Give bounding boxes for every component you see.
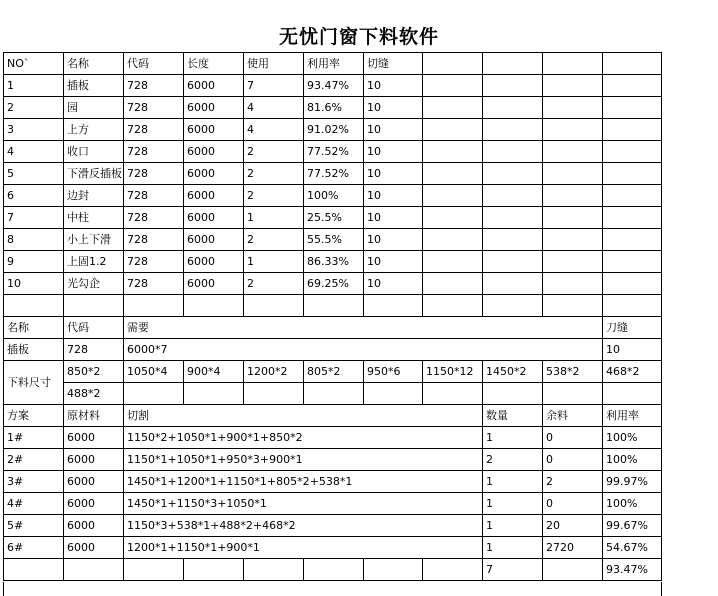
empty-cell xyxy=(423,141,483,163)
profile-cell: 2 xyxy=(244,273,304,295)
empty-cell xyxy=(543,251,603,273)
plan-id: 4# xyxy=(4,493,64,515)
empty-cell xyxy=(603,97,662,119)
empty-cell xyxy=(543,163,603,185)
profile-cell: 9 xyxy=(4,251,64,273)
profile-cell: 25.5% xyxy=(304,207,364,229)
plan-header-row xyxy=(4,405,662,427)
empty-cell xyxy=(483,97,543,119)
plan-qty: 1 xyxy=(483,537,543,559)
profile-cell: 下滑反插板 xyxy=(64,163,124,185)
rate-header: 利用率 xyxy=(603,405,662,427)
header-cell: 长度 xyxy=(184,53,244,75)
profile-cell: 10 xyxy=(364,75,423,97)
material-code: 728 xyxy=(64,339,124,361)
cut-size: 1150*12 xyxy=(423,361,483,383)
empty-cell xyxy=(483,75,543,97)
plan-cut: 1150*2+1050*1+900*1+850*2 xyxy=(124,427,483,449)
empty-cell xyxy=(543,97,603,119)
empty-cell xyxy=(423,229,483,251)
profile-cell: 8 xyxy=(4,229,64,251)
plan-stock: 6000 xyxy=(64,537,124,559)
empty-cell xyxy=(543,75,603,97)
profile-cell: 6000 xyxy=(184,119,244,141)
plan-id: 6# xyxy=(4,537,64,559)
plan-header: 方案 xyxy=(4,405,64,427)
empty-cell xyxy=(423,75,483,97)
profile-cell: 2 xyxy=(244,163,304,185)
profile-cell: 6000 xyxy=(184,229,244,251)
empty-cell xyxy=(423,119,483,141)
material-need-header: 需要 xyxy=(124,317,603,339)
plan-row xyxy=(4,427,662,449)
material-name-header: 名称 xyxy=(4,317,64,339)
plan-rate: 100% xyxy=(603,427,662,449)
header-cell: NO` xyxy=(4,53,64,75)
cut-sizes-label: 下料尺寸 xyxy=(4,361,64,405)
profile-cell: 728 xyxy=(124,273,184,295)
plan-cut: 1150*1+1050*1+950*3+900*1 xyxy=(124,449,483,471)
empty-cell xyxy=(543,207,603,229)
empty-cell xyxy=(423,185,483,207)
empty-cell xyxy=(483,53,543,75)
plan-qty: 1 xyxy=(483,471,543,493)
empty-cell xyxy=(603,141,662,163)
plan-rate: 100% xyxy=(603,449,662,471)
profile-cell: 10 xyxy=(364,251,423,273)
plan-stock: 6000 xyxy=(64,449,124,471)
empty-cell xyxy=(603,185,662,207)
material-header-row xyxy=(4,317,662,339)
profile-cell: 收口 xyxy=(64,141,124,163)
waste-header: 余料 xyxy=(543,405,603,427)
cut-size: 468*2 xyxy=(603,361,662,383)
material-kerf: 10 xyxy=(603,339,662,361)
stock-header: 原材料 xyxy=(64,405,124,427)
profile-row xyxy=(4,75,662,97)
material-kerf-header: 刀缝 xyxy=(603,317,662,339)
profile-cell: 728 xyxy=(124,229,184,251)
profile-cell: 77.52% xyxy=(304,141,364,163)
profile-cell: 6000 xyxy=(184,251,244,273)
profile-cell: 7 xyxy=(244,75,304,97)
plan-qty: 2 xyxy=(483,449,543,471)
profile-cell: 10 xyxy=(364,163,423,185)
profile-cell: 2 xyxy=(244,229,304,251)
profile-cell: 6000 xyxy=(184,141,244,163)
profile-cell: 6000 xyxy=(184,273,244,295)
cut-size: 1200*2 xyxy=(244,361,304,383)
profile-cell: 93.47% xyxy=(304,75,364,97)
profile-cell: 10 xyxy=(364,207,423,229)
plan-rate: 99.67% xyxy=(603,515,662,537)
cut-size: 1050*4 xyxy=(124,361,184,383)
profile-row xyxy=(4,185,662,207)
profile-cell: 上方 xyxy=(64,119,124,141)
plan-qty: 1 xyxy=(483,427,543,449)
profile-cell: 728 xyxy=(124,185,184,207)
cut-size: 1450*2 xyxy=(483,361,543,383)
empty-cell xyxy=(543,119,603,141)
profile-cell: 4 xyxy=(244,97,304,119)
profile-rows xyxy=(4,75,662,295)
cut-sizes-row xyxy=(4,361,662,383)
plan-row xyxy=(4,537,662,559)
profile-cell: 10 xyxy=(364,273,423,295)
empty-cell xyxy=(483,229,543,251)
profile-cell: 728 xyxy=(124,163,184,185)
profile-cell: 728 xyxy=(124,141,184,163)
profile-cell: 10 xyxy=(4,273,64,295)
empty-cell xyxy=(423,207,483,229)
profile-cell: 中柱 xyxy=(64,207,124,229)
plan-waste: 2 xyxy=(543,471,603,493)
plan-waste: 0 xyxy=(543,427,603,449)
profile-cell: 6000 xyxy=(184,163,244,185)
plan-rate: 100% xyxy=(603,493,662,515)
plan-cut: 1450*1+1200*1+1150*1+805*2+538*1 xyxy=(124,471,483,493)
plan-rate: 54.67% xyxy=(603,537,662,559)
profile-cell: 6000 xyxy=(184,75,244,97)
profile-cell: 10 xyxy=(364,141,423,163)
empty-cell xyxy=(543,273,603,295)
empty-cell xyxy=(603,119,662,141)
profile-cell: 10 xyxy=(364,119,423,141)
profile-cell: 10 xyxy=(364,185,423,207)
material-name: 插板 xyxy=(4,339,64,361)
profile-cell: 1 xyxy=(4,75,64,97)
empty-cell xyxy=(423,163,483,185)
empty-cell xyxy=(603,229,662,251)
profile-cell: 5 xyxy=(4,163,64,185)
profile-cell: 81.6% xyxy=(304,97,364,119)
profile-cell: 728 xyxy=(124,119,184,141)
cut-size: 805*2 xyxy=(304,361,364,383)
profile-cell: 2 xyxy=(4,97,64,119)
profile-cell: 2 xyxy=(244,141,304,163)
profile-cell: 2 xyxy=(244,185,304,207)
empty-cell xyxy=(603,53,662,75)
empty-cell xyxy=(543,229,603,251)
header-cell: 利用率 xyxy=(304,53,364,75)
empty-cell xyxy=(603,251,662,273)
profile-cell: 3 xyxy=(4,119,64,141)
empty-cell xyxy=(423,53,483,75)
empty-cell xyxy=(483,119,543,141)
cut-sizes-row-2 xyxy=(4,383,662,405)
plan-cut: 1150*3+538*1+488*2+468*2 xyxy=(124,515,483,537)
profile-cell: 728 xyxy=(124,75,184,97)
plan-qty: 1 xyxy=(483,493,543,515)
empty-cell xyxy=(543,53,603,75)
plan-id: 3# xyxy=(4,471,64,493)
profile-cell: 728 xyxy=(124,97,184,119)
profile-cell: 6000 xyxy=(184,185,244,207)
cutting-sheet-table xyxy=(3,52,662,581)
empty-cell xyxy=(423,273,483,295)
plan-waste: 2720 xyxy=(543,537,603,559)
profile-cell: 6000 xyxy=(184,97,244,119)
profile-cell: 1 xyxy=(244,251,304,273)
empty-cell xyxy=(543,141,603,163)
plan-stock: 6000 xyxy=(64,471,124,493)
profile-cell: 插板 xyxy=(64,75,124,97)
spacer-row xyxy=(4,295,662,317)
plan-qty: 1 xyxy=(483,515,543,537)
plan-rate: 99.97% xyxy=(603,471,662,493)
header-cell: 使用 xyxy=(244,53,304,75)
plan-row xyxy=(4,449,662,471)
empty-cell xyxy=(483,163,543,185)
profile-cell: 6000 xyxy=(184,207,244,229)
plan-stock: 6000 xyxy=(64,427,124,449)
plan-row xyxy=(4,493,662,515)
profile-row xyxy=(4,141,662,163)
sheet-title: 无忧门窗下料软件 xyxy=(278,26,439,48)
header-cell: 切缝 xyxy=(364,53,423,75)
header-cell: 代码 xyxy=(124,53,184,75)
profile-row xyxy=(4,229,662,251)
material-code-header: 代码 xyxy=(64,317,124,339)
plan-waste: 0 xyxy=(543,493,603,515)
plan-cut: 1200*1+1150*1+900*1 xyxy=(124,537,483,559)
plan-stock: 6000 xyxy=(64,515,124,537)
profile-cell: 4 xyxy=(4,141,64,163)
profile-cell: 77.52% xyxy=(304,163,364,185)
next-row-partial xyxy=(3,582,662,596)
total-qty: 7 xyxy=(483,559,543,581)
profile-row xyxy=(4,207,662,229)
material-need: 6000*7 xyxy=(124,339,603,361)
plan-rows xyxy=(4,427,662,559)
empty-cell xyxy=(603,207,662,229)
cut-size: 488*2 xyxy=(64,383,124,405)
plan-id: 2# xyxy=(4,449,64,471)
header-cell: 名称 xyxy=(64,53,124,75)
profile-cell: 728 xyxy=(124,251,184,273)
profile-row xyxy=(4,163,662,185)
plan-row xyxy=(4,471,662,493)
cut-size: 850*2 xyxy=(64,361,124,383)
qty-header: 数量 xyxy=(483,405,543,427)
plan-waste: 0 xyxy=(543,449,603,471)
profile-cell: 1 xyxy=(244,207,304,229)
empty-cell xyxy=(603,273,662,295)
profile-header-row xyxy=(4,53,662,75)
empty-cell xyxy=(423,251,483,273)
plan-total-row xyxy=(4,559,662,581)
plan-cut: 1450*1+1150*3+1050*1 xyxy=(124,493,483,515)
profile-row xyxy=(4,251,662,273)
profile-row xyxy=(4,273,662,295)
empty-cell xyxy=(483,141,543,163)
profile-cell: 69.25% xyxy=(304,273,364,295)
profile-cell: 4 xyxy=(244,119,304,141)
profile-cell: 10 xyxy=(364,229,423,251)
empty-cell xyxy=(483,273,543,295)
plan-waste: 20 xyxy=(543,515,603,537)
profile-cell: 728 xyxy=(124,207,184,229)
profile-cell: 91.02% xyxy=(304,119,364,141)
profile-cell: 6 xyxy=(4,185,64,207)
material-row xyxy=(4,339,662,361)
profile-cell: 边封 xyxy=(64,185,124,207)
empty-cell xyxy=(603,75,662,97)
profile-row xyxy=(4,97,662,119)
empty-cell xyxy=(423,97,483,119)
cut-size: 538*2 xyxy=(543,361,603,383)
profile-cell: 小上下滑 xyxy=(64,229,124,251)
empty-cell xyxy=(543,185,603,207)
profile-cell: 86.33% xyxy=(304,251,364,273)
total-rate: 93.47% xyxy=(603,559,662,581)
profile-cell: 光勾企 xyxy=(64,273,124,295)
cut-size: 950*6 xyxy=(364,361,423,383)
cut-size: 900*4 xyxy=(184,361,244,383)
profile-cell: 10 xyxy=(364,97,423,119)
plan-row xyxy=(4,515,662,537)
profile-cell: 7 xyxy=(4,207,64,229)
empty-cell xyxy=(483,251,543,273)
cut-header: 切割 xyxy=(124,405,483,427)
profile-cell: 上固1.2 xyxy=(64,251,124,273)
empty-cell xyxy=(603,163,662,185)
profile-cell: 55.5% xyxy=(304,229,364,251)
plan-stock: 6000 xyxy=(64,493,124,515)
empty-cell xyxy=(483,185,543,207)
plan-id: 5# xyxy=(4,515,64,537)
profile-row xyxy=(4,119,662,141)
profile-cell: 100% xyxy=(304,185,364,207)
empty-cell xyxy=(483,207,543,229)
plan-id: 1# xyxy=(4,427,64,449)
profile-cell: 园 xyxy=(64,97,124,119)
